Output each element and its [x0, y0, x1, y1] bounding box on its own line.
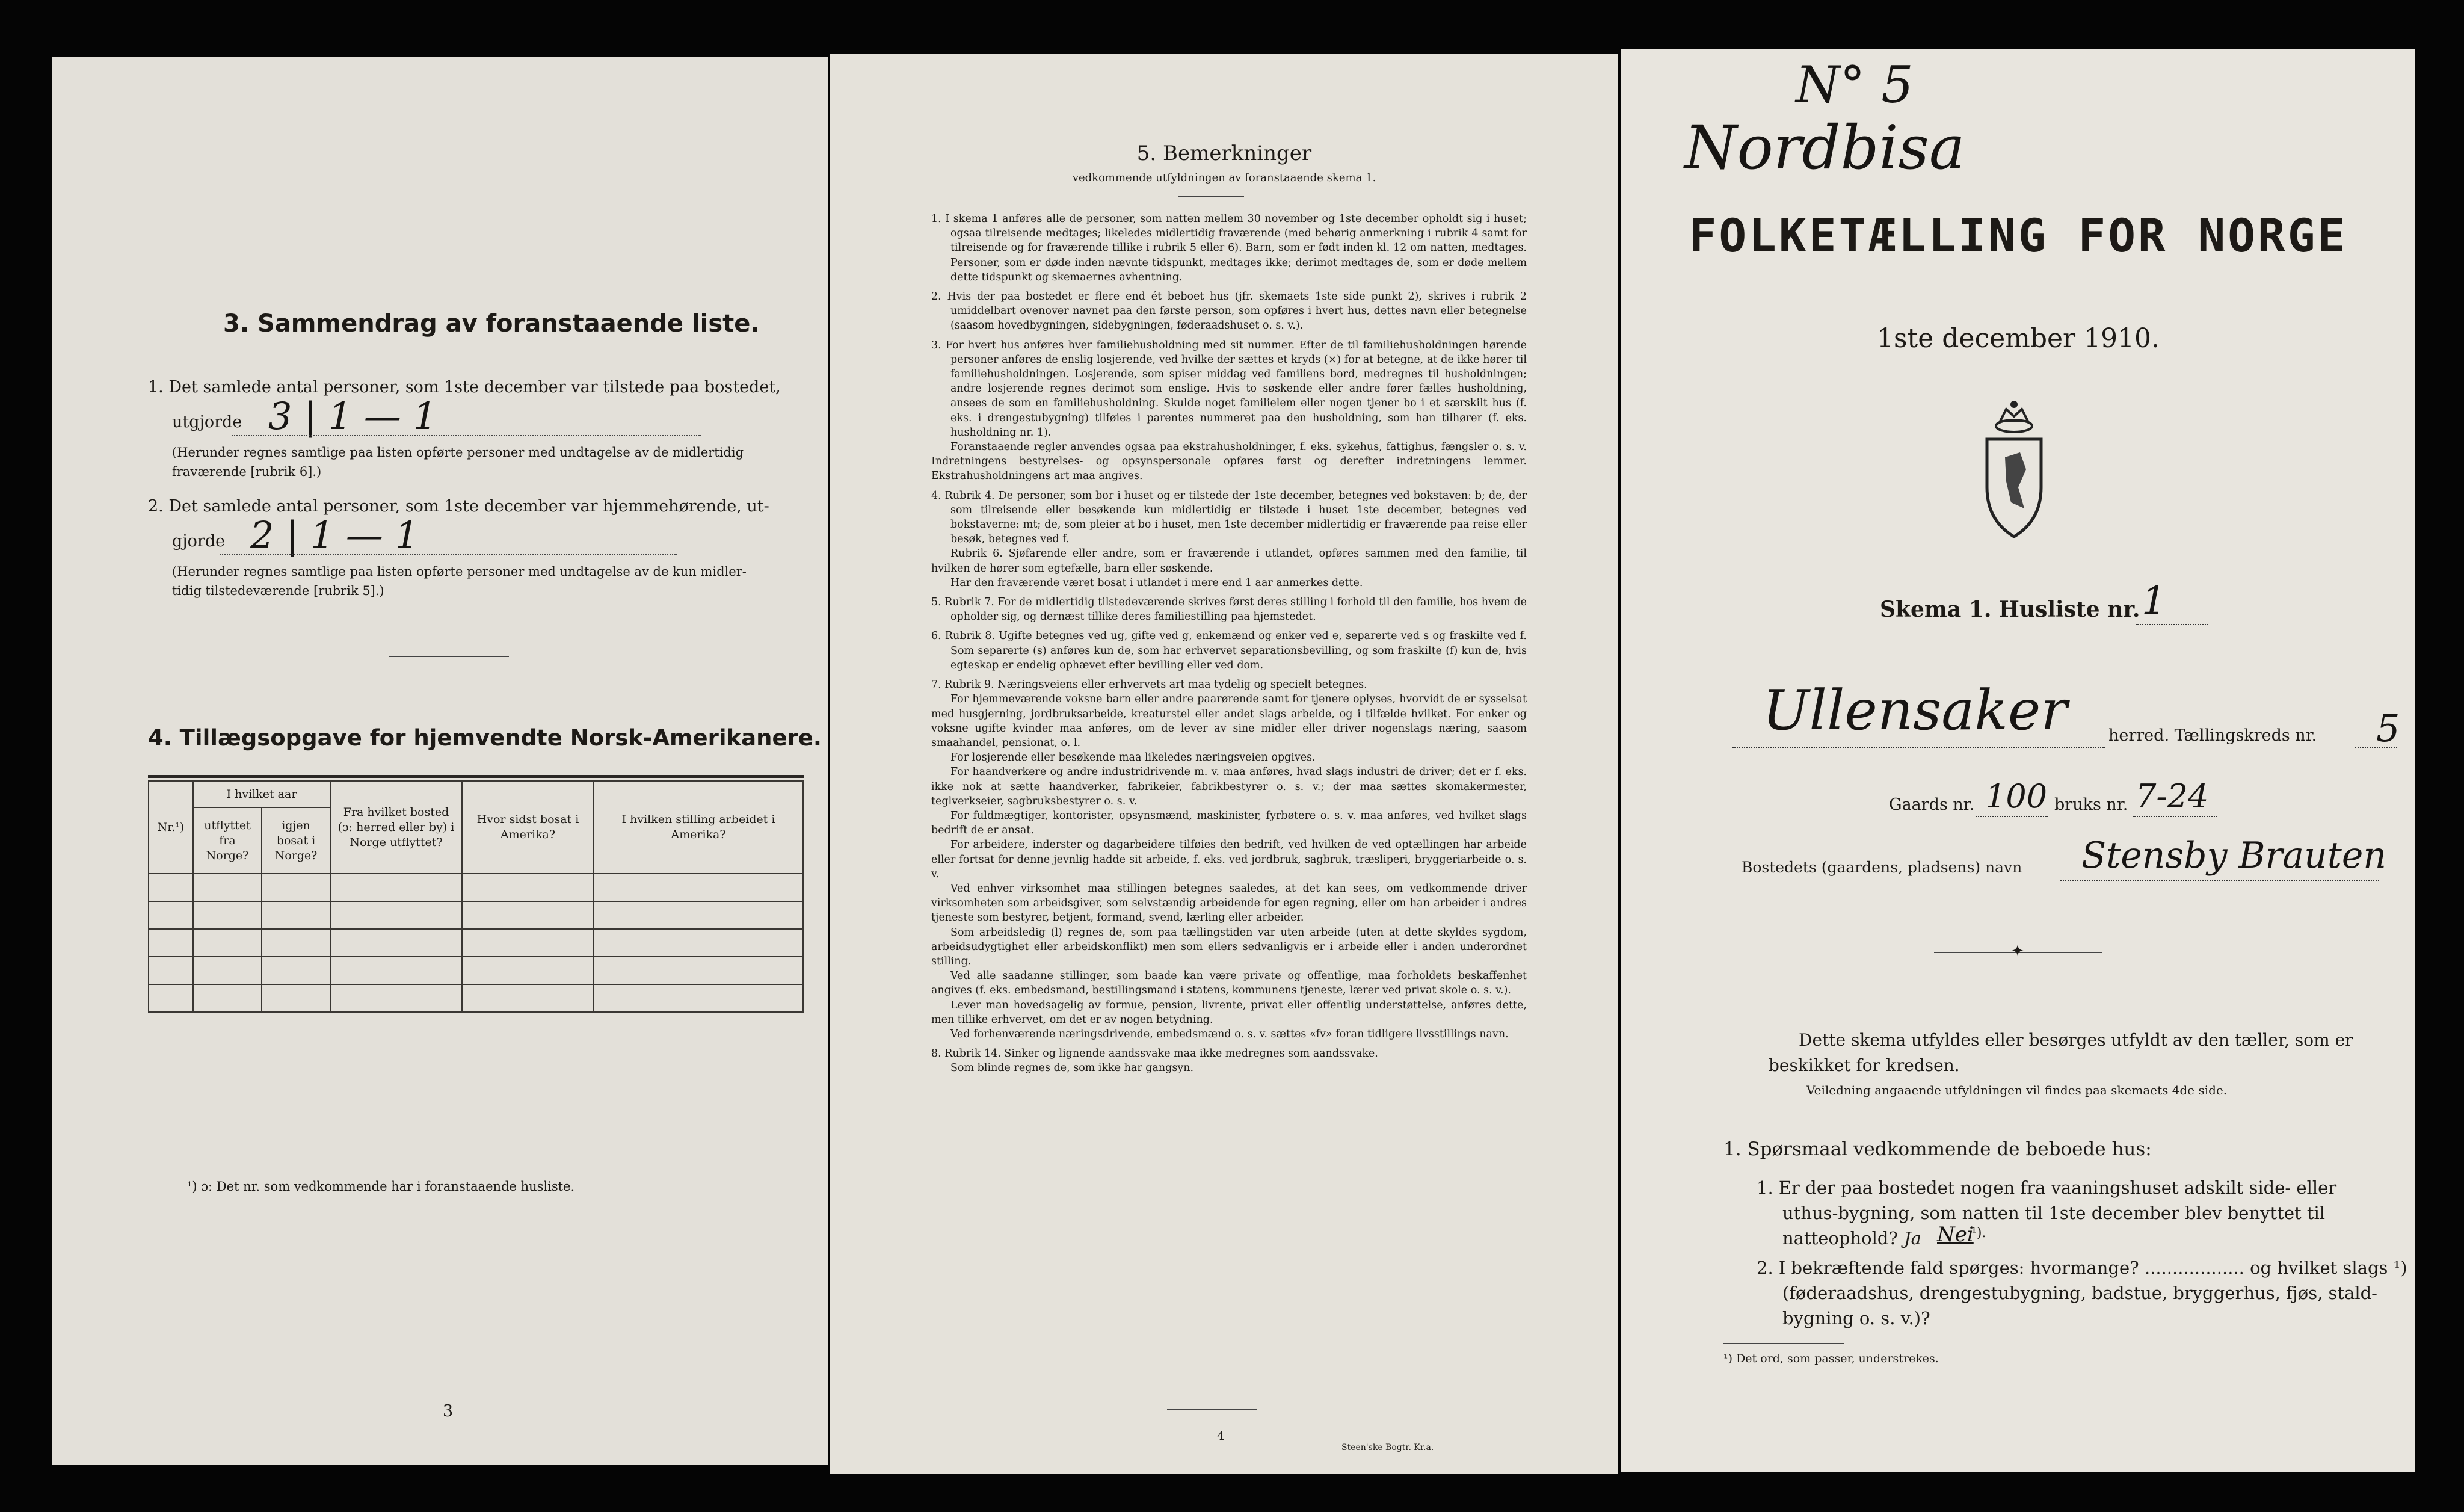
- intro-line-b: beskikket for kredsen.: [1769, 1055, 1960, 1075]
- q1-line-c: natteophold?: [1782, 1228, 1898, 1248]
- herred-label: herred. Tællingskreds nr.: [2108, 726, 2317, 745]
- item-1-label: utgjorde: [172, 413, 242, 431]
- remarks-subtitle: vedkommende utfyldningen av foranstaaende skema 1.: [1072, 171, 1376, 184]
- remark-paragraph: 2. Hvis der paa bostedet er flere end ét beboet hus (jfr. skemaets 1ste side punkt 2), skrives i rubrik 2 umiddelbart ovenover navnet paa den første person, som opføres i hvert hus, dettes navn eller betegnelse (saasom hovedbygningen, sidebygningen, føderaadshuset o. s. v.).: [931, 291, 1527, 332]
- table-top-rule: [148, 775, 804, 778]
- census-title: FOLKETÆLLING FOR NORGE: [1689, 209, 2348, 262]
- th-occupation: I hvilken stilling arbeidet i Amerika?: [594, 781, 803, 874]
- husliste-line: [2136, 624, 2208, 625]
- coat-of-arms-icon: [1969, 397, 2059, 542]
- item-1-note-a: (Herunder regnes samtlige paa listen opførte personer med undtagelse av de midlertidig: [172, 445, 744, 460]
- remarks-body: [931, 212, 1527, 1076]
- page-remarks: [830, 54, 1618, 1474]
- q2-line-b: (føderaadshus, drengestubygning, badstue, bryggerhus, fjøs, stald-: [1782, 1283, 2377, 1303]
- paragraph-gap: [931, 285, 1527, 289]
- item-2-note-b: tidig tilstedeværende [rubrik 5].): [172, 584, 384, 598]
- bosted-line: [2060, 880, 2379, 881]
- kreds-number: 5: [2376, 706, 2400, 750]
- paragraph-gap: [931, 1041, 1527, 1046]
- page-summary: [52, 57, 828, 1465]
- remark-paragraph: 5. Rubrik 7. For de midlertidig tilstedeværende skrives først deres stilling i forhold til den familie, hos hvem de opholder sig, og dernæst tillike deres familiestilling paa hjemstedet.: [931, 596, 1527, 623]
- remark-paragraph: Som blinde regnes de, som ikke har gangsyn.: [950, 1062, 1194, 1075]
- remark-paragraph: 4. Rubrik 4. De personer, som bor i huset og er tilstede der 1ste december, betegnes ved bokstaven: b; de, der som tilreisende eller besøkende kun midlertidig er tilstede i huset 1ste december, betegnes ved bokstaverne: mt; de, som pleier at bo i huset, men 1ste december midlertidig er fraværende paa reise eller besøk, betegnes ved f.: [931, 489, 1527, 546]
- q1-answer: Nei: [1937, 1223, 1974, 1247]
- item-1-dotted-line: [232, 435, 701, 436]
- paragraph-gap: [931, 484, 1527, 489]
- remark-paragraph: Har den fraværende været bosat i utlandet i mere end 1 aar anmerkes dette.: [950, 576, 1363, 589]
- bruks-label: bruks nr.: [2054, 795, 2128, 814]
- bruks-number: 7-24: [2136, 777, 2209, 815]
- remark-paragraph: For hjemmeværende voksne barn eller andre paarørende samt for tjenere oplyses, hvorvidt de er sysselsat med husgjerning, jordbruksarbeide, kreaturstel eller andet slags arbeide, og i tilfælde hvilket. For enker og voksne ugifte kvinder maa anføres, om de lever av sine midler eller driver nogenslags næring, saasom smaahandel, pensionat, o. l.: [931, 693, 1527, 749]
- table-row: [149, 984, 803, 1012]
- table-row: [149, 957, 803, 984]
- kreds-line: [2355, 747, 2397, 748]
- cover-footnote: ¹) Det ord, som passer, understrekes.: [1723, 1352, 1939, 1365]
- remark-paragraph: 7. Rubrik 9. Næringsveiens eller erhvervets art maa tydelig og specielt betegnes.: [931, 679, 1367, 691]
- paragraph-gap: [931, 624, 1527, 629]
- th-group-year: I hvilket aar: [193, 781, 330, 807]
- q2-line-a: 2. I bekræftende fald spørges: hvormange? .................. og hvilket slags ¹): [1757, 1257, 2407, 1278]
- table-row: [149, 874, 803, 901]
- page-number-3: 3: [443, 1402, 454, 1421]
- item-1-note-b: fraværende [rubrik 6].): [172, 464, 322, 479]
- item-2-note-a: (Herunder regnes samtlige paa listen opførte personer med undtagelse av de kun midler-: [172, 564, 747, 579]
- table-row: [149, 901, 803, 929]
- herred-name: Ullensaker: [1763, 678, 2068, 742]
- item-1-text: 1. Det samlede antal personer, som 1ste december var tilstede paa bostedet,: [148, 378, 781, 397]
- remark-paragraph: Foranstaaende regler anvendes ogsaa paa ekstrahusholdninger, f. eks. sykehus, fattighus, fængsler o. s. v. Indretningens bestyrelses- og opsynspersonale opføres først og derefter indretningens lemmer. Ekstrahusholdningens art maa angives.: [931, 441, 1527, 483]
- th-returned: igjen bosat i Norge?: [262, 807, 330, 874]
- census-date: 1ste december 1910.: [1876, 323, 2160, 354]
- paragraph-gap: [931, 590, 1527, 595]
- th-emigrated: utflyttet fra Norge?: [193, 807, 262, 874]
- remark-paragraph: 1. I skema 1 anføres alle de personer, som natten mellem 30 november og 1ste december opholdt sig i huset; ogsaa tilreisende medtages; likeledes midlertidig fraværende (med behørig anmerkning i rubrik 4 samt for tilreisende og for fraværende tillike i rubrik 5 eller 6). Barn, som er født inden kl. 12 om natten, medtages. Personer, som er døde inden nævnte tidspunkt, medtages ikke; derimot medtages de, som er døde mellem dette tidspunkt og skemaernes avhentning.: [931, 213, 1527, 283]
- bruks-line: [2133, 816, 2217, 817]
- bosted-name: Stensby Brauten: [2081, 835, 2386, 877]
- item-2-value: 2 | 1 — 1: [250, 513, 419, 557]
- gaards-label: Gaards nr.: [1889, 795, 1975, 814]
- paragraph-gap: [931, 333, 1527, 338]
- handwritten-place: Nordbisa: [1684, 113, 1965, 183]
- ornament-icon: ✦: [2011, 942, 2024, 960]
- q2-line-c: bygning o. s. v.)?: [1782, 1308, 1930, 1328]
- bosted-label: Bostedets (gaardens, pladsens) navn: [1742, 859, 2022, 876]
- remark-paragraph: Lever man hovedsagelig av formue, pension, livrente, privat eller offentlig understøttelse, anføres dette, men tillike erhvervet, om det er av nogen betydning.: [931, 999, 1527, 1026]
- table-row: [149, 929, 803, 957]
- intro-line-a: Dette skema utfyldes eller besørges utfyldt av den tæller, som er: [1799, 1030, 2353, 1050]
- section-3-title: 3. Sammendrag av foranstaaende liste.: [223, 310, 760, 338]
- th-nr: Nr.¹): [149, 781, 193, 874]
- remark-paragraph: For arbeidere, inderster og dagarbeidere tilføies den bedrift, ved hvilken de ved optællingen har arbeide eller fortsat for denne jevnlig hadde sit arbeide, f. eks. ved jordbruk, sagbruk, træsliperi, bryggeriarbeide o. s. v.: [931, 839, 1527, 880]
- item-2-label: gjorde: [172, 532, 226, 551]
- remark-paragraph: 8. Rubrik 14. Sinker og lignende aandssvake maa ikke medregnes som aandssvake.: [931, 1048, 1378, 1060]
- item-2-text: 2. Det samlede antal personer, som 1ste december var hjemmehørende, ut-: [148, 497, 769, 516]
- item-1-value: 3 | 1 — 1: [268, 394, 437, 438]
- gaards-line: [1976, 816, 2048, 817]
- remarks-end-rule: [1167, 1409, 1257, 1410]
- intro-note: Veiledning angaaende utfyldningen vil findes paa skemaets 4de side.: [1806, 1083, 2228, 1097]
- remarks-title: 5. Bemerkninger: [1136, 141, 1312, 165]
- q1-yes-label: Ja: [1904, 1228, 1921, 1248]
- remark-paragraph: Som arbeidsledig (l) regnes de, som paa tællingstiden var uten arbeide (uten at dette skyldes sygdom, arbeidsudygtighet eller arbeidskonflikt) men som ellers sedvanligvis er i arbeide eller i anden underordnet stilling.: [931, 926, 1527, 967]
- section-4-title: 4. Tillægsopgave for hjemvendte Norsk-Amerikanere.: [148, 725, 822, 751]
- th-from-place: Fra hvilket bosted (ɔ: herred eller by) i Norge utflyttet?: [330, 781, 462, 874]
- husliste-number: 1: [2142, 579, 2166, 623]
- remark-paragraph: For haandverkere og andre industridrivende m. v. maa anføres, hvad slags industri de driver; det er f. eks. ikke nok at sætte haandverker, fabrikeier, fabrikbestyrer o. s. v.; der maa sættes skomakermester, teglverkseier, sagbruksbestyrer o. s. v.: [931, 766, 1527, 807]
- question-heading: 1. Spørsmaal vedkommende de beboede hus:: [1723, 1138, 2152, 1160]
- page-cover: [1621, 49, 2415, 1472]
- remark-paragraph: For fuldmægtiger, kontorister, opsynsmænd, maskinister, fyrbøtere o. s. v. maa anføres, ved hvilket slags bedrift de er ansat.: [931, 809, 1527, 837]
- item-2-dotted-line: [220, 554, 677, 555]
- paragraph-gap: [931, 673, 1527, 677]
- remark-paragraph: Ved forhenværende næringsdrivende, embedsmænd o. s. v. sættes «fv» foran tidligere livsstillings navn.: [950, 1028, 1509, 1040]
- remark-paragraph: 3. For hvert hus anføres hver familiehusholdning med sit nummer. Efter de til familiehusholdningen hørende personer anføres de enslig losjerende, ved hvilke der sættes et kryds (×) for at betegne, at de ikke hører til familiehusholdningen. Losjerende, som spiser middag ved familiens bord, medregnes til husholdningen; andre losjerende regnes derimot som enslige. Hvis to søskende eller andre fører fælles husholdning, ansees de som en familiehusholdning. Skulde noget familielem eller nogen tjener bo i et særskilt hus (f. eks. i drengestubygning) tilføies i parentes nummeret paa den husholdning, som han tilhører (f. eks. husholdning nr. 1).: [931, 339, 1527, 439]
- remark-paragraph: Ved alle saadanne stillinger, som baade kan være private og offentlige, maa forholdets beskaffenhet angives (f. eks. embedsmand, bestillingsmand i statens, kommunens tjeneste, lærer ved privat skole o. s. v.).: [931, 970, 1527, 997]
- printer-mark: Steen'ske Bogtr. Kr.a.: [1341, 1443, 1434, 1452]
- herred-line: [1732, 747, 2105, 748]
- divider-rule: [389, 656, 509, 657]
- th-last-residence: Hvor sidst bosat i Amerika?: [462, 781, 594, 874]
- q1-footnote-mark: ¹).: [1971, 1226, 1986, 1241]
- schema-label: Skema 1. Husliste nr.: [1880, 597, 2140, 622]
- norsk-amerikanere-table: [148, 780, 804, 1013]
- remark-paragraph: Rubrik 6. Sjøfarende eller andre, som er fraværende i utlandet, opføres sammen med den familie, til hvilken de hører som egtefælle, barn eller søskende.: [931, 548, 1527, 575]
- table-footnote: ¹) ɔ: Det nr. som vedkommende har i foranstaaende husliste.: [187, 1179, 575, 1194]
- handwritten-number: N° 5: [1796, 55, 1914, 114]
- remark-paragraph: For losjerende eller besøkende maa likeledes næringsveien opgives.: [950, 751, 1316, 764]
- page-number-4: 4: [1217, 1428, 1225, 1443]
- q1-line-a: 1. Er der paa bostedet nogen fra vaaningshuset adskilt side- eller: [1757, 1177, 2337, 1198]
- remarks-title-rule: [1178, 196, 1244, 197]
- footnote-rule: [1723, 1343, 1844, 1344]
- remark-paragraph: 6. Rubrik 8. Ugifte betegnes ved ug, gifte ved g, enkemænd og enker ved e, separerte ved s og fraskilte ved f. Som separerte (s) anføres kun de, som har erhvervet separationsbevilling, og som fraskilte (f) kun de, hvis egteskap er endelig ophævet efter bevilling eller ved dom.: [931, 630, 1527, 671]
- gaards-number: 100: [1985, 777, 2048, 815]
- remark-paragraph: Ved enhver virksomhet maa stillingen betegnes saaledes, at det kan sees, om vedkommende driver virksomheten som arbeidsgiver, som selvstændig arbeidende for egen regning, eller om han arbeider i andres tjeneste som bestyrer, betjent, formand, svend, lærling eller arbeider.: [931, 882, 1527, 924]
- q1-line-b: uthus-bygning, som natten til 1ste december blev benyttet til: [1782, 1203, 2326, 1223]
